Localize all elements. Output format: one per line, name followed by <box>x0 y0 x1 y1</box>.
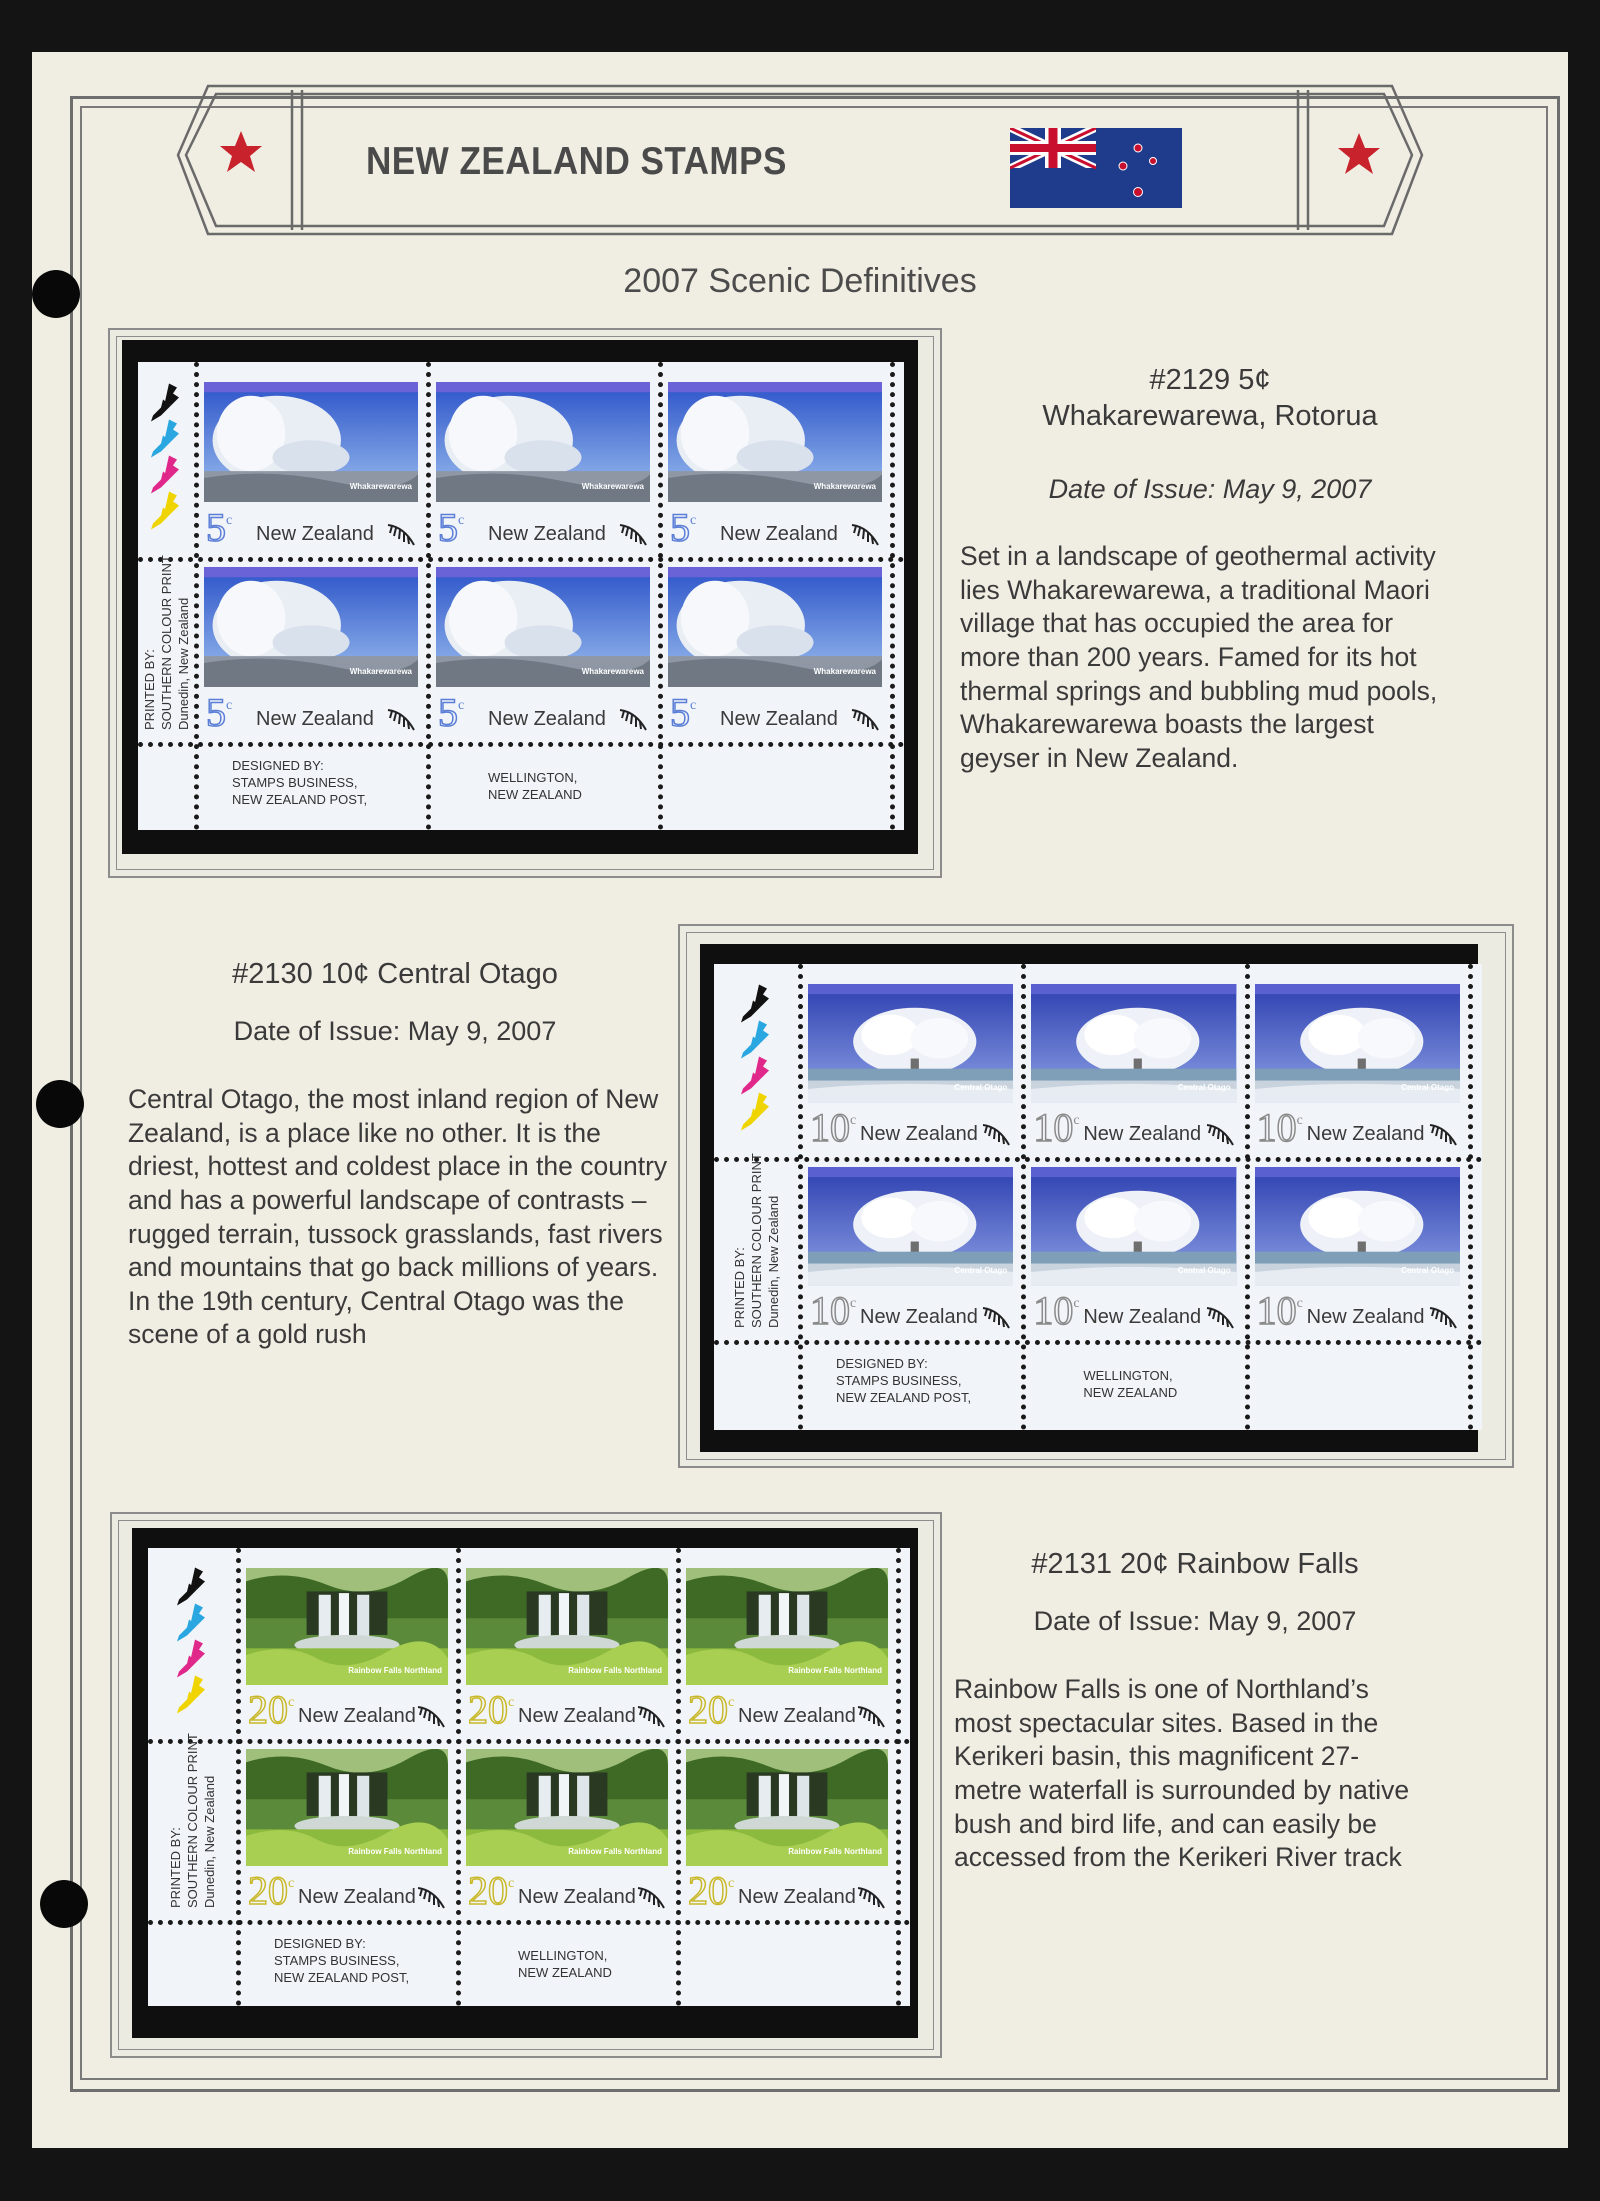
description-2129: Set in a landscape of geothermal activity lies Whakarewarewa, a traditional Maori village that has occupied the area for more than 200 years. Famed for its hot thermal springs and bubbling mud pools, Whakarewarewa boasts the largest geyser in New Zealand. <box>960 541 1438 773</box>
stamp-location-label: Central Otago <box>954 1083 1008 1093</box>
stamp-s2130 <box>1255 984 1460 1151</box>
wellington-imprint: WELLINGTON, NEW ZEALAND <box>518 1948 612 1980</box>
stamp-heading-2131: #2131 20¢ Rainbow Falls <box>1031 1548 1359 1580</box>
stamp-value: 10$^c$ <box>1033 1105 1080 1150</box>
fern-icon <box>856 1703 886 1729</box>
stamp-s2131 <box>246 1749 448 1914</box>
description-2130: Central Otago, the most inland region of New Zealand, is a place like no other. It is the driest, hottest and coldest place in the country and has a powerful landscape of contrasts – rugged terrain, tussock grasslands, fast rivers and mountains that go back millions of years. In the 19th century, Central Otago was the scene of a gold rush <box>128 1084 668 1350</box>
fern-icon <box>856 1884 886 1910</box>
stamp-value: 10$^c$ <box>810 1288 857 1333</box>
designer-imprint: DESIGNED BY: STAMPS BUSINESS, NEW ZEALAND POST, <box>836 1356 972 1405</box>
perforation <box>890 362 895 830</box>
stamp-location-label: Rainbow Falls Northland <box>568 1666 662 1675</box>
stamp-value: 20$^c$ <box>468 1868 515 1913</box>
stamp-location-label: Rainbow Falls Northland <box>348 1847 442 1856</box>
stamp-country: New Zealand <box>738 1886 856 1908</box>
fern-icon <box>416 1884 446 1910</box>
new-zealand-flag-icon <box>1010 128 1182 208</box>
sheet-pane-2129 <box>138 362 904 830</box>
stamp-country: New Zealand <box>720 523 838 545</box>
perforation <box>456 1548 461 2006</box>
perforation <box>138 557 904 562</box>
stamp-location-label: Central Otago <box>954 1266 1008 1276</box>
stamp-country: New Zealand <box>738 1705 856 1727</box>
stamp-value: 5$^c$ <box>670 505 697 550</box>
stamp-country: New Zealand <box>1083 1306 1202 1328</box>
stamp-number: #2129 5¢ <box>1149 364 1271 396</box>
fern-icon <box>618 706 648 732</box>
stamp-location-label: Central Otago <box>1401 1083 1454 1093</box>
perforation <box>1021 964 1026 1430</box>
stamp-country: New Zealand <box>518 1886 636 1908</box>
issue-date-2129: Date of Issue: May 9, 2007 <box>1048 474 1372 504</box>
page-subtitle: 2007 Scenic Definitives <box>623 262 977 300</box>
star-icon <box>216 128 266 178</box>
stamp-value: 20$^c$ <box>468 1687 515 1732</box>
fern-icon <box>386 706 416 732</box>
stamp-s2131 <box>246 1568 448 1733</box>
perforation <box>194 362 199 830</box>
stamp-location-label: Rainbow Falls Northland <box>568 1847 662 1856</box>
stamp-country: New Zealand <box>720 708 838 730</box>
stamp-s2130 <box>808 1167 1013 1334</box>
sheet-pane-2130 <box>714 964 1482 1430</box>
stamp-s2131 <box>466 1749 668 1914</box>
fern-icon <box>850 521 880 547</box>
colour-registration-maps <box>735 978 779 1146</box>
stamp-s2129 <box>436 382 650 551</box>
stamp-s2129 <box>668 382 882 551</box>
stamp-country: New Zealand <box>1083 1123 1202 1145</box>
stamp-s2130 <box>1031 1167 1236 1334</box>
perforation <box>676 1548 681 2006</box>
designer-imprint: DESIGNED BY: STAMPS BUSINESS, NEW ZEALAND POST, <box>232 758 368 807</box>
stamp-s2129 <box>436 567 650 736</box>
stamp-value: 5$^c$ <box>438 505 465 550</box>
printer-imprint: PRINTED BY: SOUTHERN COLOUR PRINT Dunedin, New Zealand <box>142 555 191 730</box>
stamp-country: New Zealand <box>488 708 606 730</box>
printer-imprint: PRINTED BY: SOUTHERN COLOUR PRINT Dunedin, New Zealand <box>732 1153 781 1328</box>
perforation <box>426 362 431 830</box>
stamp-s2131 <box>466 1568 668 1733</box>
stamp-location-label: Central Otago <box>1177 1083 1231 1093</box>
issue-date-2131: Date of Issue: May 9, 2007 <box>1033 1606 1357 1636</box>
perforation <box>148 1739 910 1744</box>
colour-registration-maps <box>171 1562 215 1728</box>
stamp-location-label: Central Otago <box>1177 1266 1231 1276</box>
stamp-s2129 <box>204 567 418 736</box>
stamp-place: Whakarewarewa, Rotorua <box>1042 400 1378 433</box>
fern-icon <box>1428 1304 1458 1330</box>
stamp-value: 10$^c$ <box>810 1105 857 1150</box>
stamp-location-label: Whakarewarewa <box>349 667 412 677</box>
fern-icon <box>636 1884 666 1910</box>
wellington-imprint: WELLINGTON, NEW ZEALAND <box>488 770 582 802</box>
fern-icon <box>618 521 648 547</box>
stamp-value: 20$^c$ <box>688 1687 735 1732</box>
perforation <box>236 1548 241 2006</box>
stamp-value: 5$^c$ <box>438 690 465 735</box>
stamp-value: 10$^c$ <box>1256 1105 1303 1150</box>
stamp-location-label: Rainbow Falls Northland <box>788 1666 882 1675</box>
printer-imprint: PRINTED BY: SOUTHERN COLOUR PRINT Dunedin, New Zealand <box>168 1733 217 1908</box>
stamp-s2130 <box>1031 984 1236 1151</box>
stamp-country: New Zealand <box>1306 1123 1425 1145</box>
stamp-location-label: Whakarewarewa <box>349 482 412 492</box>
stamp-value: 10$^c$ <box>1033 1288 1080 1333</box>
stamp-value: 20$^c$ <box>688 1868 735 1913</box>
stamp-value: 10$^c$ <box>1256 1288 1303 1333</box>
perforation <box>714 1157 1482 1162</box>
fern-icon <box>1205 1304 1235 1330</box>
stamp-country: New Zealand <box>860 1123 978 1145</box>
stamp-heading-2129 <box>1000 362 1420 435</box>
star-icon <box>1334 130 1384 180</box>
stamp-country: New Zealand <box>298 1886 416 1908</box>
fern-icon <box>416 1703 446 1729</box>
fern-icon <box>981 1304 1011 1330</box>
perforation <box>1468 964 1473 1430</box>
perforation <box>896 1548 901 2006</box>
stamp-value: 5$^c$ <box>206 690 233 735</box>
stamp-location-label: Rainbow Falls Northland <box>788 1847 882 1856</box>
wellington-imprint: WELLINGTON, NEW ZEALAND <box>1083 1368 1178 1400</box>
stamp-value: 20$^c$ <box>248 1687 295 1732</box>
stamp-value: 20$^c$ <box>248 1868 295 1913</box>
stamp-location-label: Whakarewarewa <box>581 482 644 492</box>
perforation <box>714 1340 1482 1345</box>
colour-registration-maps <box>145 376 189 546</box>
stamp-s2130 <box>808 984 1013 1151</box>
stamp-s2131 <box>686 1568 888 1733</box>
stamp-country: New Zealand <box>518 1705 636 1727</box>
stamp-heading-2130: #2130 10¢ Central Otago <box>232 958 558 990</box>
stamp-country: New Zealand <box>298 1705 416 1727</box>
perforation <box>138 742 904 747</box>
issue-date-2130: Date of Issue: May 9, 2007 <box>233 1016 557 1046</box>
perforation <box>798 964 803 1430</box>
perforation <box>1245 964 1250 1430</box>
stamp-country: New Zealand <box>256 523 374 545</box>
stamp-value: 5$^c$ <box>206 505 233 550</box>
fern-icon <box>1428 1121 1458 1147</box>
description-2131: Rainbow Falls is one of Northland’s most spectacular sites. Based in the Kerikeri basin, this magnificent 27-metre waterfall is surrounded by native bush and bird life, and can easily be accessed from the Kerikeri River track <box>954 1674 1410 1873</box>
sheet-pane-2131 <box>148 1548 910 2006</box>
stamp-s2129 <box>204 382 418 551</box>
stamp-country: New Zealand <box>860 1306 978 1328</box>
designer-imprint: DESIGNED BY: STAMPS BUSINESS, NEW ZEALAND POST, <box>274 1936 410 1985</box>
perforation <box>148 1920 910 1925</box>
stamp-location-label: Whakarewarewa <box>581 667 644 677</box>
stamp-value: 5$^c$ <box>670 690 697 735</box>
page-title: NEW ZEALAND STAMPS <box>366 140 787 183</box>
stamp-s2130 <box>1255 1167 1460 1334</box>
fern-icon <box>981 1121 1011 1147</box>
fern-icon <box>850 706 880 732</box>
stamp-country: New Zealand <box>1306 1306 1425 1328</box>
stamp-location-label: Whakarewarewa <box>813 667 876 677</box>
stamp-location-label: Rainbow Falls Northland <box>348 1666 442 1675</box>
stamp-s2129 <box>668 567 882 736</box>
stamp-location-label: Whakarewarewa <box>813 482 876 492</box>
fern-icon <box>386 521 416 547</box>
fern-icon <box>1205 1121 1235 1147</box>
stamp-country: New Zealand <box>256 708 374 730</box>
perforation <box>658 362 663 830</box>
stamp-s2131 <box>686 1749 888 1914</box>
fern-icon <box>636 1703 666 1729</box>
stamp-country: New Zealand <box>488 523 606 545</box>
stamp-location-label: Central Otago <box>1401 1266 1454 1276</box>
